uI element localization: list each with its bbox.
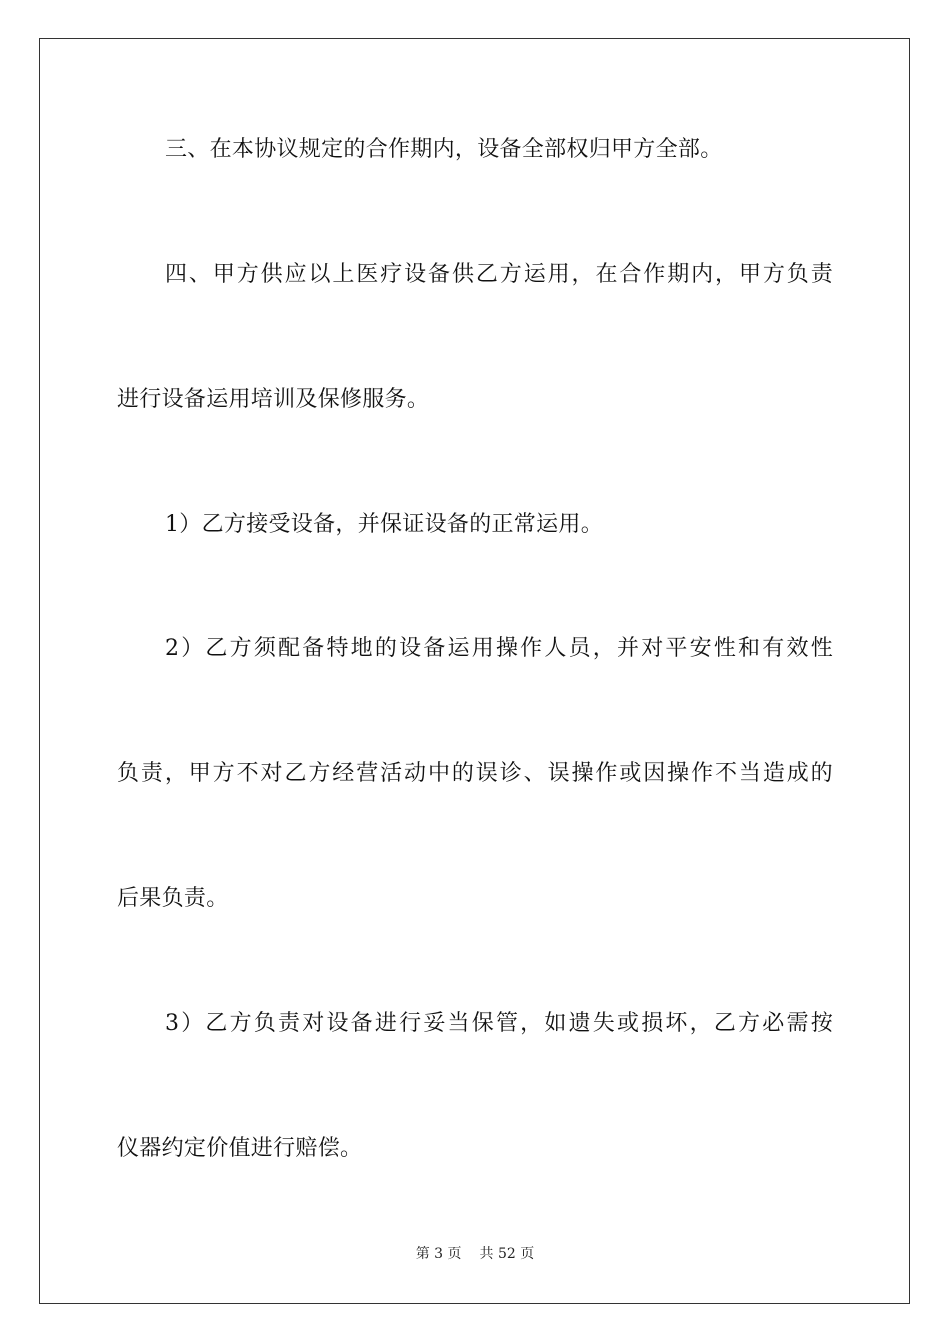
page-total: 共 52 页 <box>479 1246 535 1262</box>
item-2-line-2: 负责，甲方不对乙方经营活动中的误诊、误操作或因操作不当造成的 <box>117 761 833 786</box>
paragraph-4-line-1: 四、甲方供应以上医疗设备供乙方运用，在合作期内，甲方负责 <box>165 262 833 287</box>
item-2-line-1: 2）乙方须配备特地的设备运用操作人员，并对平安性和有效性 <box>165 636 833 661</box>
item-3-line-1: 3）乙方负责对设备进行妥当保管，如遗失或损坏，乙方必需按 <box>165 1011 833 1036</box>
paragraph-3-line-1: 三、在本协议规定的合作期内，设备全部权归甲方全部。 <box>165 137 723 162</box>
item-2-line-3: 后果负责。 <box>117 886 229 911</box>
page-border <box>39 38 910 1304</box>
page-footer <box>0 1244 950 1264</box>
page-number: 第 3 页 <box>415 1246 462 1262</box>
item-3-line-2: 仪器约定价值进行赔偿。 <box>117 1136 363 1161</box>
item-1-line-1: 1）乙方接受设备，并保证设备的正常运用。 <box>165 512 603 537</box>
paragraph-4-line-2: 进行设备运用培训及保修服务。 <box>117 387 430 412</box>
